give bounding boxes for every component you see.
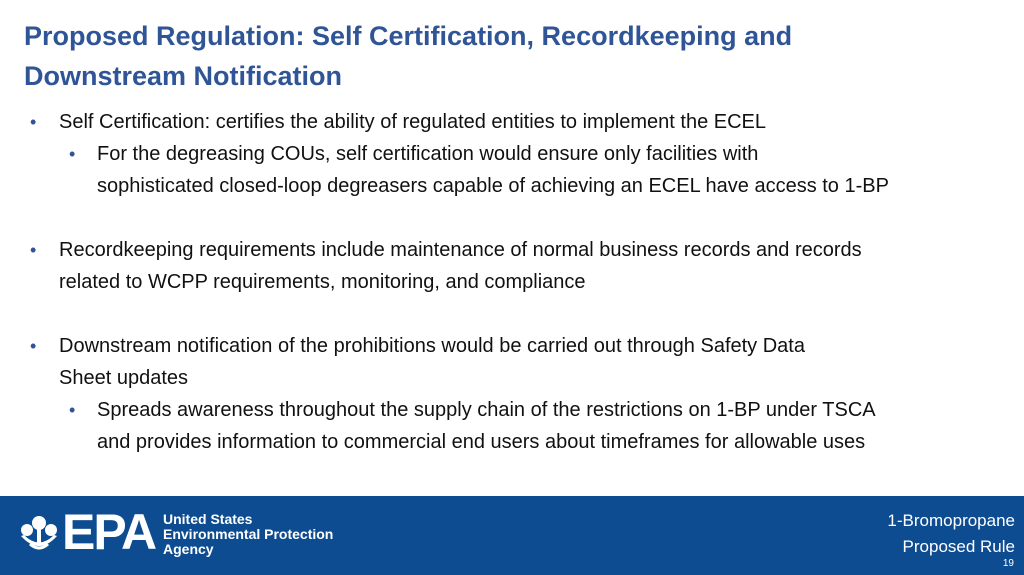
agency-line: United States xyxy=(163,511,253,527)
epa-logo xyxy=(16,504,366,560)
bullet-line: Spreads awareness throughout the supply chain of the restrictions on 1-BP under TSCA xyxy=(97,399,876,421)
bullet-dot-icon: • xyxy=(69,144,76,164)
bullet-line: Downstream notification of the prohibitions would be carried out through Safety Data xyxy=(59,335,805,357)
slide-title-line-2: Downstream Notification xyxy=(24,61,343,91)
bullet-line: Sheet updates xyxy=(59,367,188,389)
bullet-line: Self Certification: certifies the ability of regulated entities to implement the ECEL xyxy=(59,111,767,133)
slide-title-line-1: Proposed Regulation: Self Certification, Recordkeeping and xyxy=(24,21,793,51)
slide-title xyxy=(24,16,924,96)
epa-flower-icon xyxy=(16,510,62,556)
page-number: 19 xyxy=(1002,558,1014,569)
bullet-line: Recordkeeping requirements include maintenance of normal business records and records xyxy=(59,239,862,261)
epa-letters: EPA xyxy=(62,504,156,560)
bullet-line: sophisticated closed-loop degreasers capable of achieving an ECEL have access to 1-BP xyxy=(97,175,889,197)
footer-topic-line-2: Proposed Rule xyxy=(902,537,1015,556)
agency-line: Agency xyxy=(163,541,214,557)
bullet-dot-icon: • xyxy=(69,400,76,420)
bullet-dot-icon: • xyxy=(30,112,37,132)
bullet-dot-icon: • xyxy=(30,336,37,356)
bullet-dot-icon: • xyxy=(30,240,37,260)
bullet-list xyxy=(0,106,1024,458)
sub-bullet-degreasing xyxy=(0,138,1024,202)
sub-bullet-supply-chain xyxy=(0,394,1024,458)
bullet-downstream-notification xyxy=(0,330,1024,394)
spacer xyxy=(0,298,1024,330)
spacer xyxy=(0,202,1024,234)
footer-topic-line-1: 1-Bromopropane xyxy=(887,511,1015,530)
bullet-recordkeeping xyxy=(0,234,1024,298)
bullet-line: For the degreasing COUs, self certification would ensure only facilities with xyxy=(97,143,759,165)
bullet-line: and provides information to commercial end users about timeframes for allowable uses xyxy=(97,431,866,453)
footer-topic xyxy=(887,508,1015,560)
bullet-line: related to WCPP requirements, monitoring, and compliance xyxy=(59,271,586,293)
agency-name xyxy=(163,512,333,557)
bullet-self-certification xyxy=(0,106,1024,138)
agency-line: Environmental Protection xyxy=(163,526,334,542)
footer-bar xyxy=(0,496,1024,575)
